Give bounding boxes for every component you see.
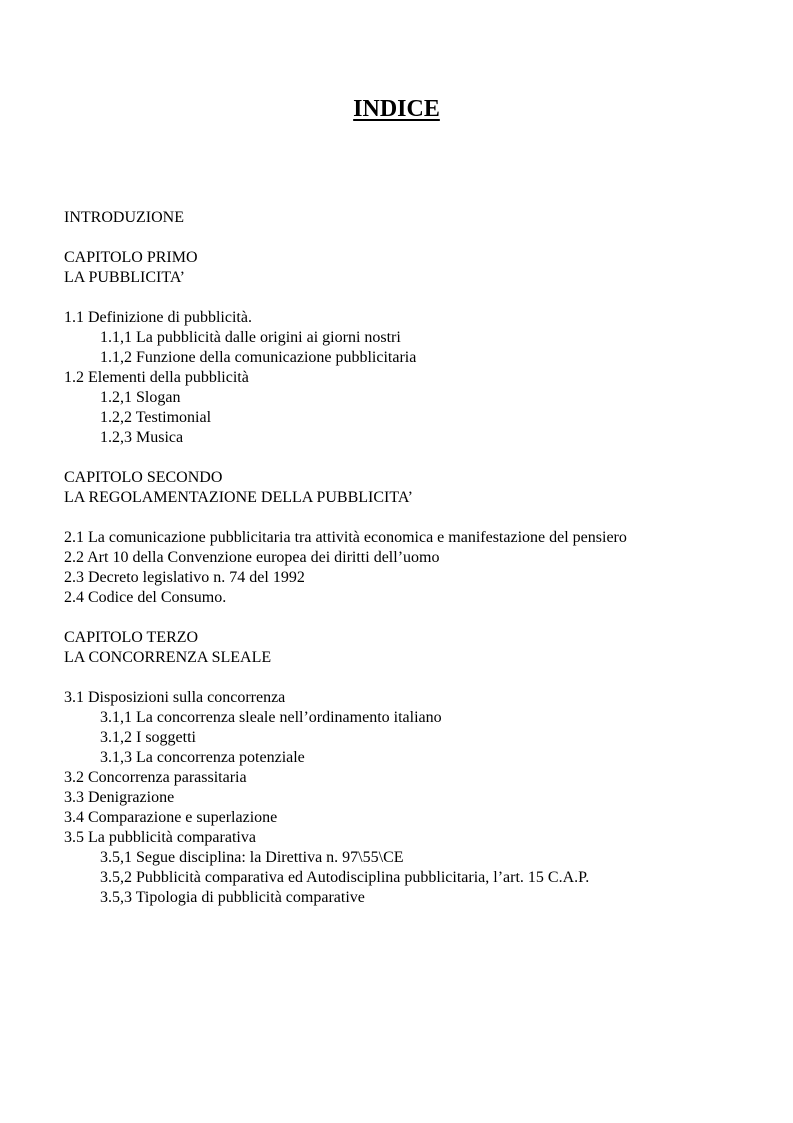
toc-entry: 3.4 Comparazione e superlazione: [64, 809, 278, 826]
toc-entry: 1.2 Elementi della pubblicità: [64, 369, 249, 386]
page-title: INDICE: [353, 96, 440, 122]
toc-subentry: 3.1,3 La concorrenza potenziale: [100, 749, 305, 766]
toc-entry: 2.2 Art 10 della Convenzione europea dei diritti dell’uomo: [64, 549, 440, 566]
toc-subentry: 1.1,1 La pubblicità dalle origini ai giorni nostri: [100, 329, 401, 346]
chapter-1-subtitle: LA PUBBLICITA’: [64, 269, 185, 286]
chapter-3-subtitle: LA CONCORRENZA SLEALE: [64, 649, 272, 666]
toc-subentry: 3.5,3 Tipologia di pubblicità comparative: [100, 889, 365, 906]
chapter-3-heading: CAPITOLO TERZO: [64, 629, 199, 646]
toc-entry: 2.1 La comunicazione pubblicitaria tra attività economica e manifestazione del pensiero: [64, 529, 627, 546]
toc-subentry: 3.5,2 Pubblicità comparativa ed Autodisciplina pubblicitaria, l’art. 15 C.A.P.: [100, 869, 590, 886]
toc-entry: 2.3 Decreto legislativo n. 74 del 1992: [64, 569, 305, 586]
toc-subentry: 3.5,1 Segue disciplina: la Direttiva n. 97\55\CE: [100, 849, 404, 866]
toc-subentry: 1.1,2 Funzione della comunicazione pubblicitaria: [100, 349, 417, 366]
toc-entry: 3.3 Denigrazione: [64, 789, 175, 806]
toc-subentry: 1.2,3 Musica: [100, 429, 184, 446]
toc-entry: 2.4 Codice del Consumo.: [64, 589, 227, 606]
chapter-2-heading: CAPITOLO SECONDO: [64, 469, 223, 486]
chapter-1-heading: CAPITOLO PRIMO: [64, 249, 198, 266]
toc-entry: 1.1 Definizione di pubblicità.: [64, 309, 252, 326]
toc-entry: 3.5 La pubblicità comparativa: [64, 829, 256, 846]
table-of-contents: [64, 208, 764, 908]
toc-subentry: 1.2,1 Slogan: [100, 389, 181, 406]
toc-subentry: 3.1,2 I soggetti: [100, 729, 196, 746]
chapter-2-subtitle: LA REGOLAMENTAZIONE DELLA PUBBLICITA’: [64, 489, 413, 506]
toc-entry: 3.1 Disposizioni sulla concorrenza: [64, 689, 286, 706]
toc-subentry: 1.2,2 Testimonial: [100, 409, 212, 426]
toc-entry: 3.2 Concorrenza parassitaria: [64, 769, 247, 786]
toc-introduction: INTRODUZIONE: [64, 209, 184, 226]
toc-subentry: 3.1,1 La concorrenza sleale nell’ordinamento italiano: [100, 709, 442, 726]
